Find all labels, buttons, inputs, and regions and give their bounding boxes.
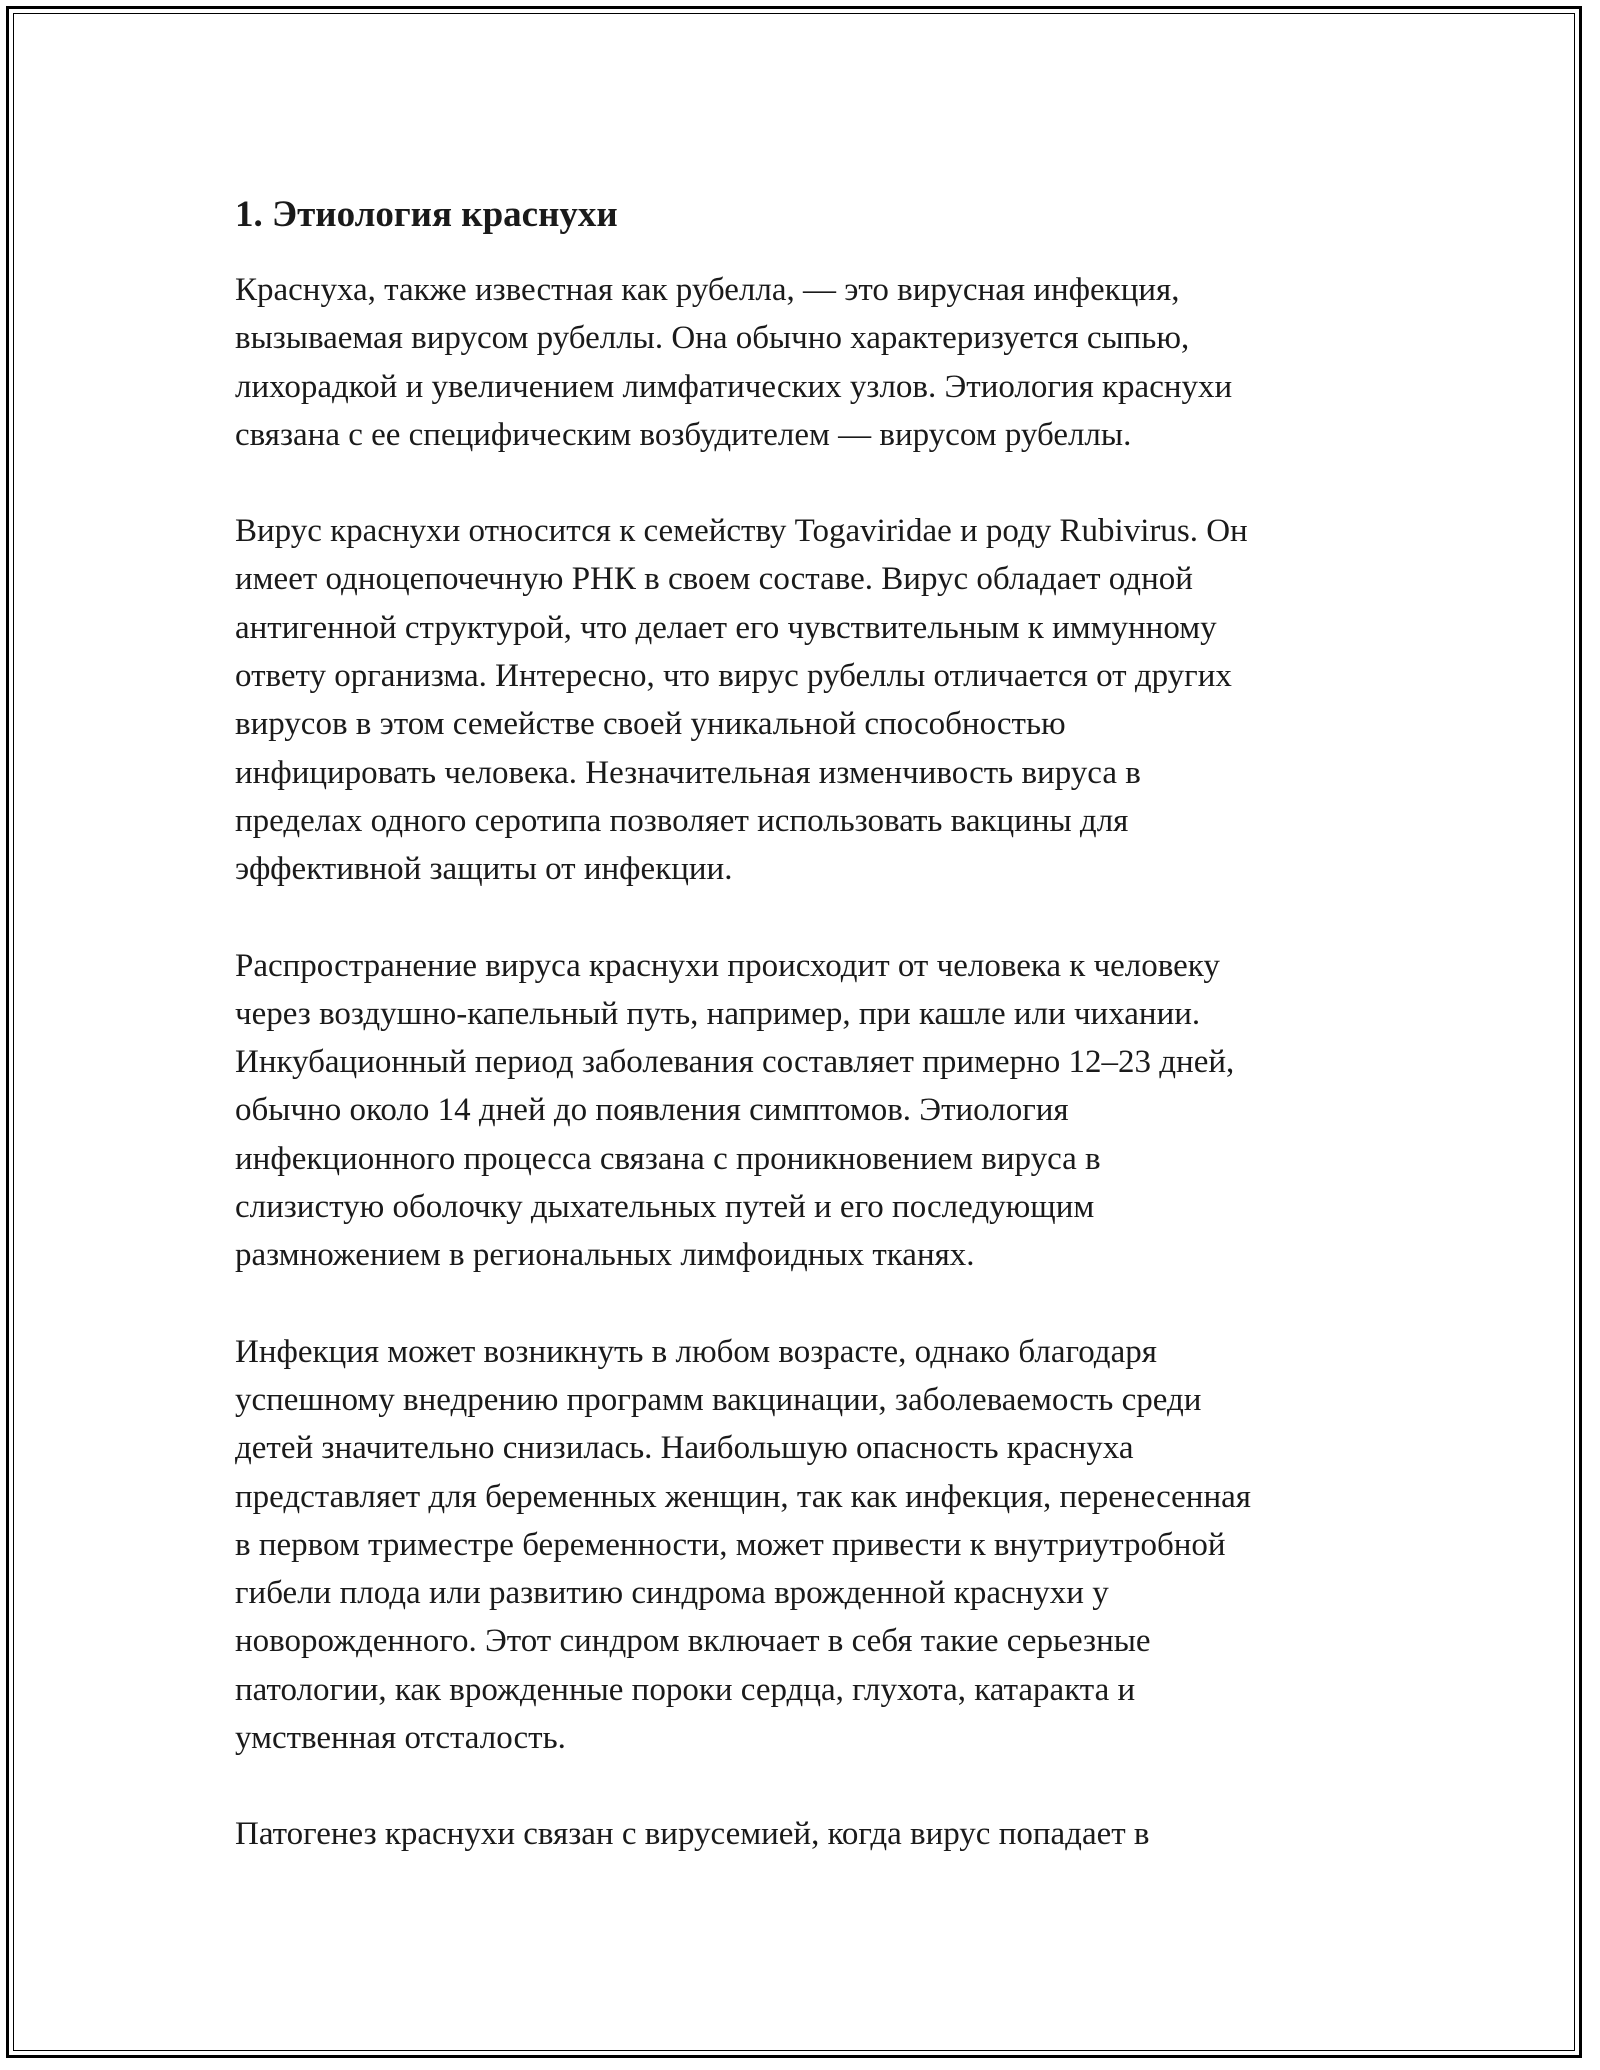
paragraph-3: Распространение вируса краснухи происходит от человека к человеку через воздушно-капельный путь, например, при кашле или чихании. Инкубационный период заболевания составляет примерно 12–23 дней, обычно около 14 дней до появления симптомов. Этиология инфекционного процесса связана с проникновением вируса в слизистую оболочку дыхательных путей и его последующим размножением в региональных лимфоидных тканях. [235, 947, 1235, 1274]
document-body [235, 190, 1375, 1907]
paragraph-1: Краснуха, также известная как рубелла, — это вирусная инфекция, вызываемая вирусом рубеллы. Она обычно характеризуется сыпью, лихорадкой и увеличением лимфатических узлов. Этиология краснухи связана с ее специфическим возбудителем — вирусом рубеллы. [235, 272, 1233, 453]
paragraph-5: Патогенез краснухи связан с вирусемией, когда вирус попадает в [235, 1816, 1150, 1853]
section-heading: 1. Этиология краснухи [235, 194, 618, 235]
paragraph-4: Инфекция может возникнуть в любом возрасте, однако благодаря успешному внедрению программ вакцинации, заболеваемость среди детей значительно снизилась. Наибольшую опасность краснуха представляет для беременных женщин, так как инфекция, перенесенная в первом триместре беременности, может привести к внутриутробной гибели плода или развитию синдрома врожденной краснухи у новорожденного. Этот синдром включает в себя такие серьезные патологии, как врожденные пороки сердца, глухота, катаракта и умственная отсталость. [235, 1333, 1251, 1757]
paragraph-2: Вирус краснухи относится к семейству Togaviridae и роду Rubivirus. Он имеет одноцепочечную РНК в своем составе. Вирус обладает одной антигенной структурой, что делает его чувствительным к иммунному ответу организма. Интересно, что вирус рубеллы отличается от других вирусов в этом семействе своей уникальной способностью инфицировать человека. Незначительная изменчивость вируса в пределах одного серотипа позволяет использовать вакцины для эффективной защиты от инфекции. [235, 513, 1248, 888]
